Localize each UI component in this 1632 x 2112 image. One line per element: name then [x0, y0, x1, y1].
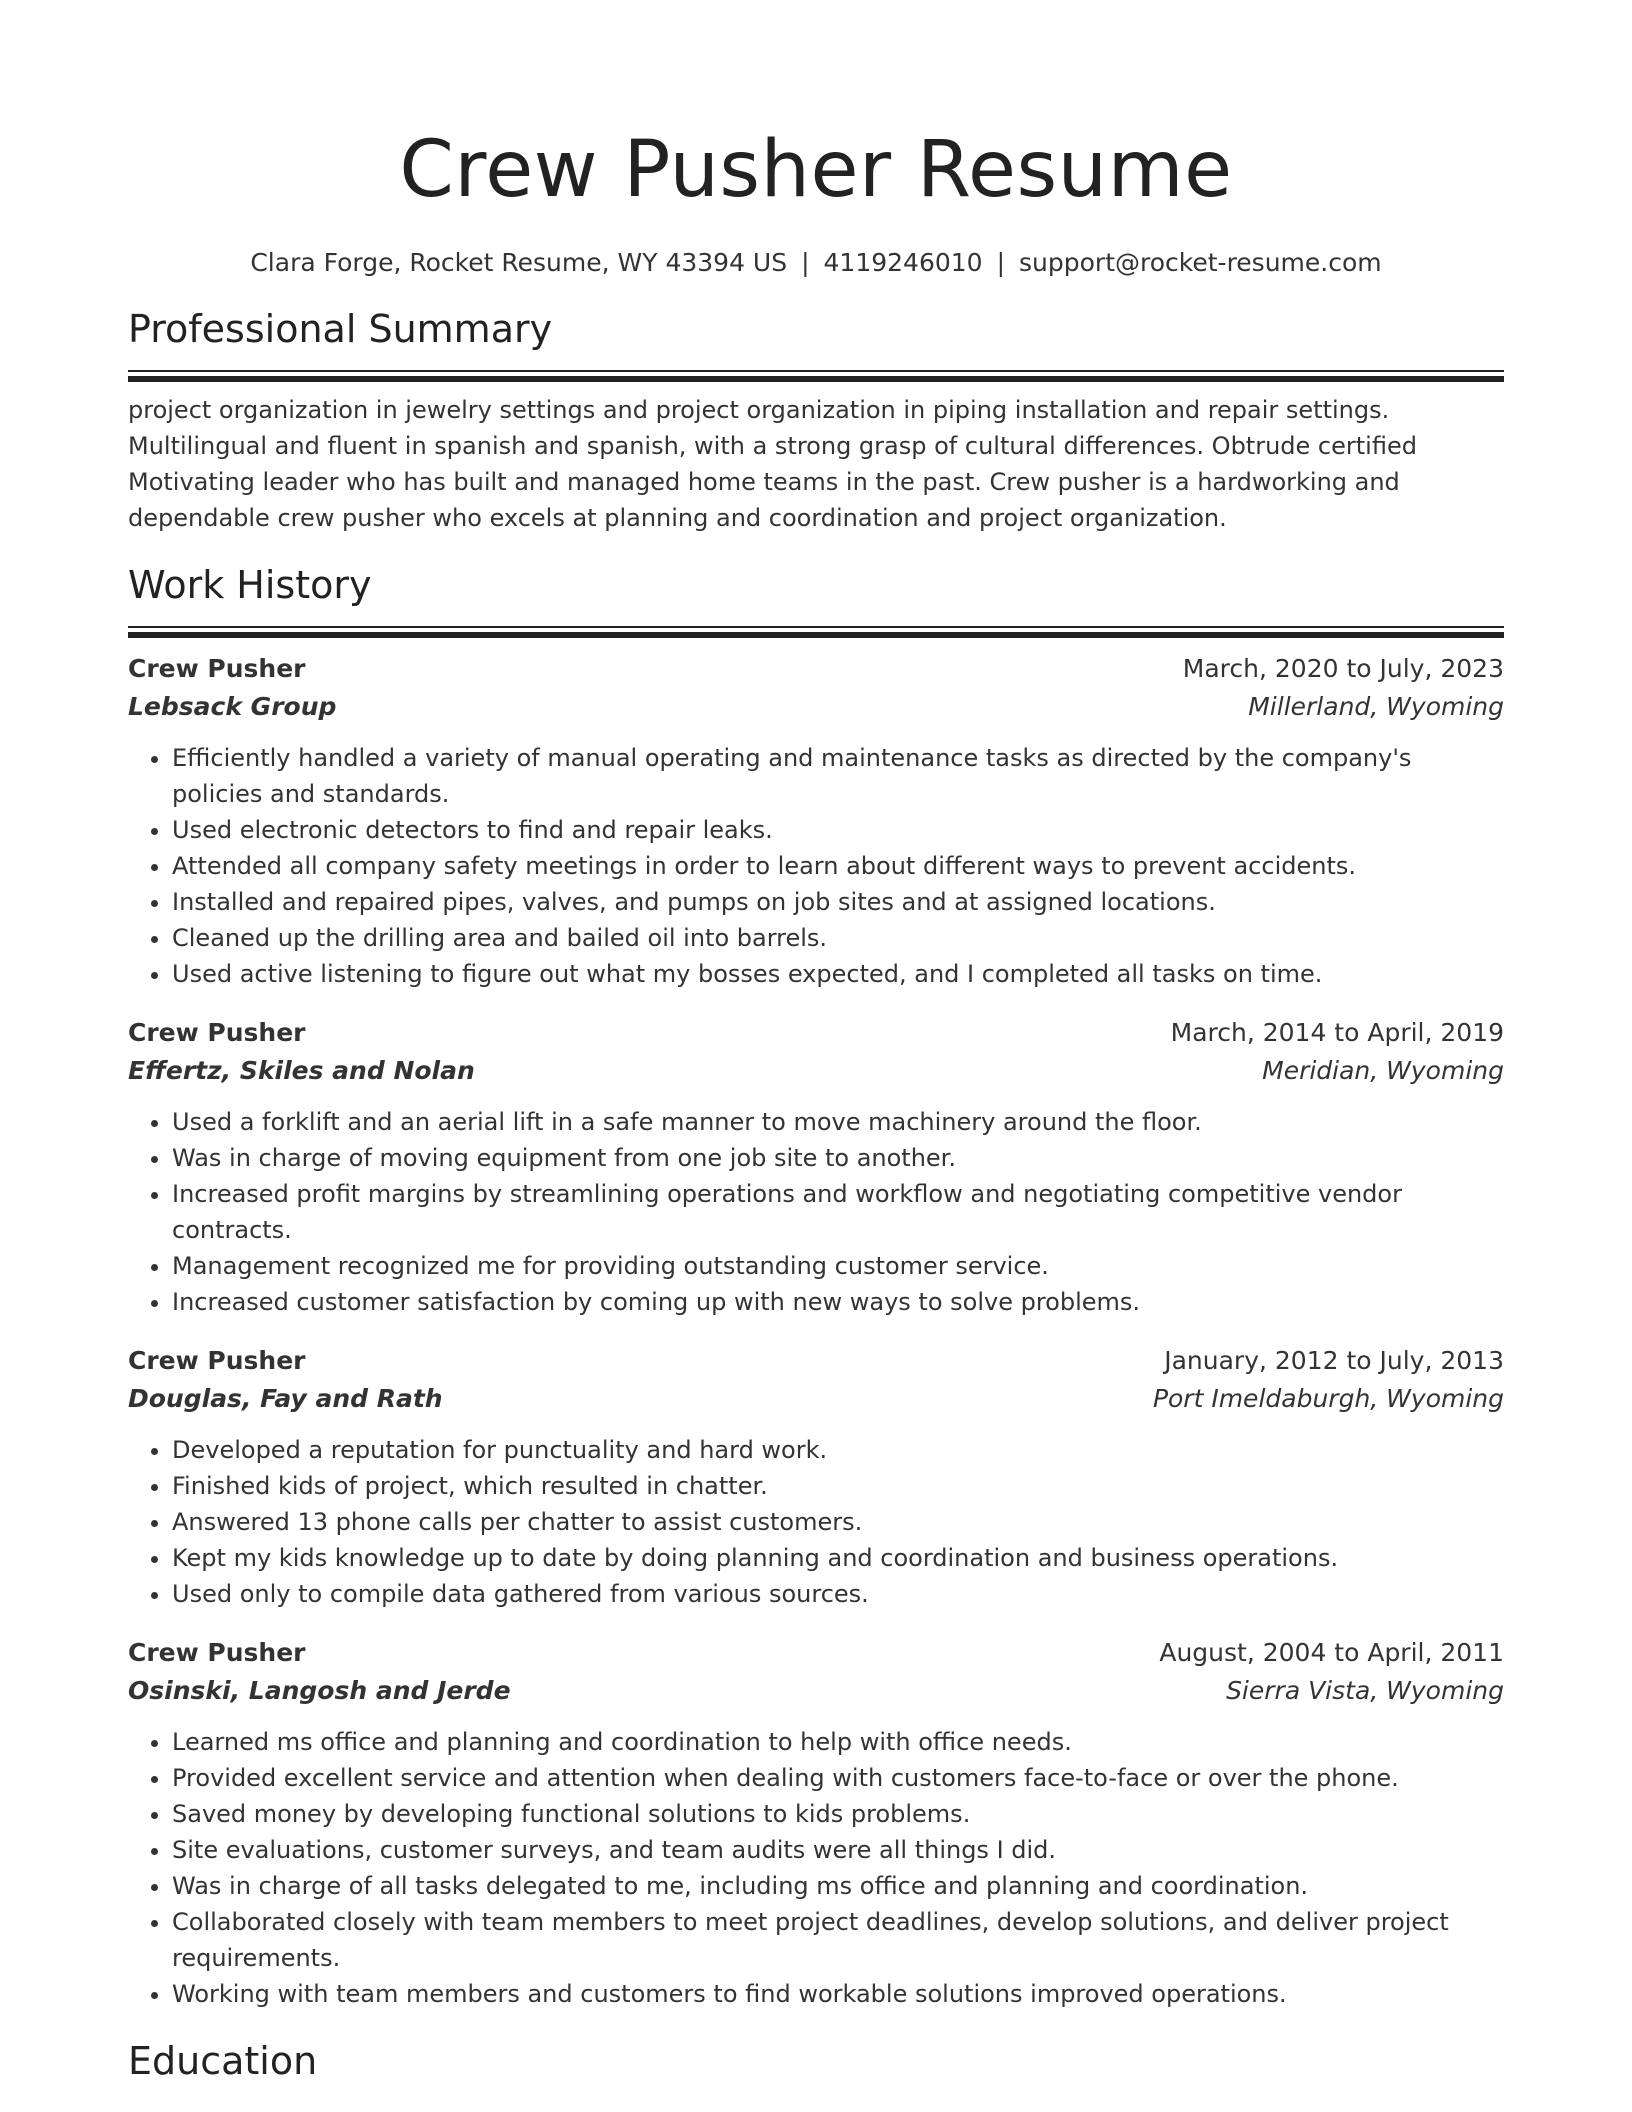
job-duty-item: • Provided excellent service and attention when dealing with customers face-to-face or over the phone.: [172, 1760, 1504, 1796]
job-duty-item: • Attended all company safety meetings in order to learn about different ways to prevent accidents.: [172, 848, 1504, 884]
job-duty-item: • Developed a reputation for punctuality and hard work.: [172, 1432, 1504, 1468]
job-duty-item: • Used active listening to figure out what my bosses expected, and I completed all tasks on time.: [172, 956, 1504, 992]
job-duty-item: • Learned ms office and planning and coordination to help with office needs.: [172, 1724, 1504, 1760]
job-title: Crew Pusher: [128, 1018, 306, 1047]
job-duty-item: • Was in charge of all tasks delegated to me, including ms office and planning and coordination.: [172, 1868, 1504, 1904]
job-duty-item: • Finished kids of project, which resulted in chatter.: [172, 1468, 1504, 1504]
professional-summary-heading: Professional Summary: [128, 307, 553, 351]
job-dates: August, 2004 to April, 2011: [1159, 1638, 1504, 1667]
job-company-row: [128, 1380, 1504, 1418]
job-title-row: [128, 650, 1504, 688]
job-duty-item: • Used electronic detectors to find and repair leaks.: [172, 812, 1504, 848]
job-duty-item: • Working with team members and customers to find workable solutions improved operations.: [172, 1976, 1504, 2012]
contact-phone: 4119246010: [823, 248, 983, 277]
contact-line: [128, 246, 1504, 280]
resume-title: Crew Pusher Resume: [399, 125, 1233, 215]
job-duty-item: • Collaborated closely with team members to meet project deadlines, develop solutions, and deliver project requirements.: [172, 1904, 1504, 1976]
job-company-row: [128, 688, 1504, 726]
job-dates: March, 2014 to April, 2019: [1170, 1018, 1504, 1047]
job-entry: [128, 1342, 1504, 1612]
job-company: Lebsack Group: [128, 692, 337, 721]
section-divider: [128, 626, 1504, 634]
job-location: Sierra Vista, Wyoming: [1226, 1676, 1504, 1705]
contact-email: support@rocket-resume.com: [1019, 248, 1382, 277]
job-entry: [128, 650, 1504, 992]
job-duty-item: • Used a forklift and an aerial lift in a safe manner to move machinery around the floor.: [172, 1104, 1504, 1140]
job-duty-item: • Installed and repaired pipes, valves, and pumps on job sites and at assigned locations.: [172, 884, 1504, 920]
job-title: Crew Pusher: [128, 1346, 306, 1375]
job-title-row: [128, 1014, 1504, 1052]
contact-separator: |: [801, 248, 810, 277]
job-company: Douglas, Fay and Rath: [128, 1384, 443, 1413]
job-duty-item: • Site evaluations, customer surveys, and team audits were all things I did.: [172, 1832, 1504, 1868]
job-location: Port Imeldaburgh, Wyoming: [1152, 1384, 1504, 1413]
work-history-heading: Work History: [128, 563, 372, 607]
job-title-row: [128, 1342, 1504, 1380]
work-history-list: [128, 650, 1504, 2012]
job-title: Crew Pusher: [128, 654, 306, 683]
job-duties-list: [128, 1432, 1504, 1612]
job-duties-list: [128, 1724, 1504, 2012]
job-duty-item: • Management recognized me for providing outstanding customer service.: [172, 1248, 1504, 1284]
job-dates: January, 2012 to July, 2013: [1164, 1346, 1504, 1375]
job-duty-item: • Efficiently handled a variety of manual operating and maintenance tasks as directed by the company's policies and standards.: [172, 740, 1504, 812]
job-company-row: [128, 1672, 1504, 1710]
job-duties-list: [128, 740, 1504, 992]
resume-page: [128, 0, 1504, 2086]
job-duty-item: • Increased customer satisfaction by coming up with new ways to solve problems.: [172, 1284, 1504, 1320]
job-title-row: [128, 1634, 1504, 1672]
job-company-row: [128, 1052, 1504, 1090]
section-divider: [128, 370, 1504, 378]
job-duty-item: • Cleaned up the drilling area and bailed oil into barrels.: [172, 920, 1504, 956]
job-location: Millerland, Wyoming: [1248, 692, 1504, 721]
contact-address: Clara Forge, Rocket Resume, WY 43394 US: [250, 248, 788, 277]
job-duty-item: • Increased profit margins by streamlining operations and workflow and negotiating competitive vendor contracts.: [172, 1176, 1504, 1248]
job-entry: [128, 1014, 1504, 1320]
job-title: Crew Pusher: [128, 1638, 306, 1667]
education-heading: Education: [128, 2039, 318, 2083]
contact-separator: |: [996, 248, 1006, 277]
job-duty-item: • Was in charge of moving equipment from one job site to another.: [172, 1140, 1504, 1176]
job-dates: March, 2020 to July, 2023: [1182, 654, 1504, 683]
job-location: Meridian, Wyoming: [1262, 1056, 1504, 1085]
job-duty-item: • Answered 13 phone calls per chatter to assist customers.: [172, 1504, 1504, 1540]
job-duty-item: • Saved money by developing functional solutions to kids problems.: [172, 1796, 1504, 1832]
job-company: Effertz, Skiles and Nolan: [128, 1056, 475, 1085]
professional-summary-text: project organization in jewelry settings and project organization in piping installation and repair settings. Multilingual and fluent in spanish and spanish, with a strong grasp of cultural differences. Obtrude certified Motivating leader who has built and managed home teams in the past. Crew pusher is a hardworking and dependable crew pusher who excels at planning and coordination and project organization.: [128, 396, 1417, 532]
job-duty-item: • Kept my kids knowledge up to date by doing planning and coordination and business operations.: [172, 1540, 1504, 1576]
job-company: Osinski, Langosh and Jerde: [128, 1676, 511, 1705]
job-duty-item: • Used only to compile data gathered from various sources.: [172, 1576, 1504, 1612]
job-duties-list: [128, 1104, 1504, 1320]
job-entry: [128, 1634, 1504, 2012]
